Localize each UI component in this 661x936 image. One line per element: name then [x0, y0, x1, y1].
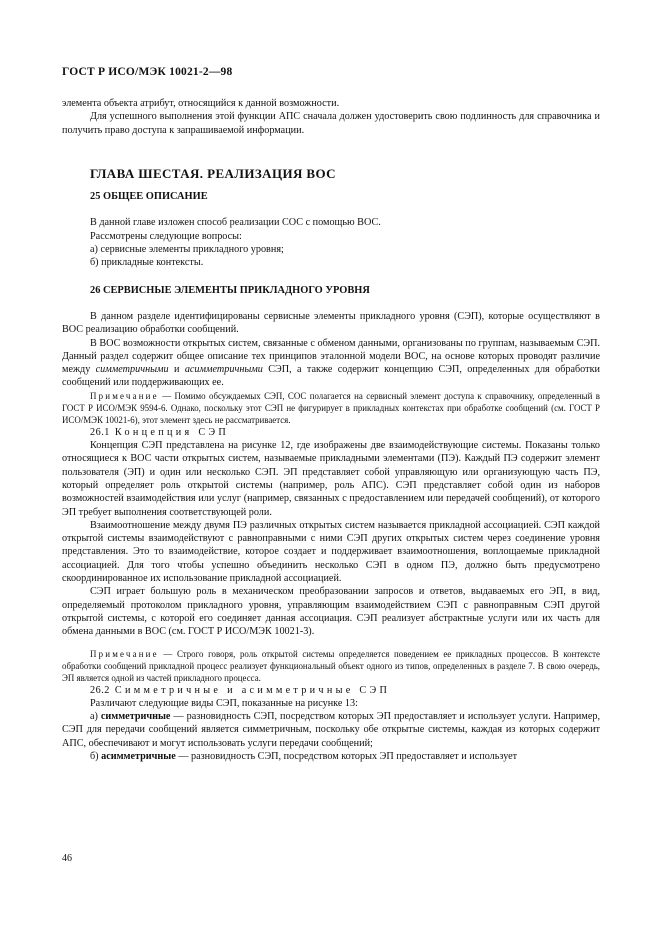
section-26-title: 26 СЕРВИСНЫЕ ЭЛЕМЕНТЫ ПРИКЛАДНОГО УРОВНЯ [90, 284, 370, 296]
section-26-p2-emphasis-symmetric: симметричными [95, 364, 169, 376]
section-26-p2-text-mid: и [168, 364, 185, 376]
subsection-26-2-item-b [62, 750, 600, 763]
page-number: 46 [62, 853, 72, 864]
note-1-text: — Помимо обсуждаемых СЭП, СОС полагается на сервисный элемент доступа к справочнику, определенный в ГОСТ Р ИСО/МЭК 9594-6. Однако, поскольку этот СЭП не фигурирует в прикладных контекстах при обработке сообщений (см. ГОСТ Р ИСО/МЭК 10021-6), этот элемент здесь не рассматривается. [62, 390, 600, 425]
section-26-p2-emphasis-asymmetric: асимметричными [184, 364, 263, 376]
subsection-26-2-heading [62, 684, 600, 697]
section-26-paragraph-1: В данном разделе идентифицированы сервисные элементы прикладного уровня (СЭП), которые осуществляют в ВОС реализацию обработки сообщений. [62, 310, 600, 336]
intro-paragraph-1: элемента объекта атрибут, относящийся к данной возможности. [62, 98, 340, 109]
subsection-26-1-heading [62, 426, 600, 439]
item-b-term: асимметричные [101, 750, 176, 762]
section-25-item-a: а) сервисные элементы прикладного уровня; [90, 244, 284, 256]
subsection-26-1-paragraph-2: Взаимоотношение между двумя ПЭ различных открытых систем называется прикладной ассоциацией. СЭП каждой открытой системы взаимодействуют с равноправными с ними СЭП других открытых систем через соединение уровня представления. Это то взаимодействие, которое создает и поддерживает взаимоотношения, воплощаемые прикладной ассоциацией. Для того чтобы успешно объединить несколько СЭП в одном ПЭ, должно быть предусмотрено скоординированное их использование прикладной ассоциацией. [62, 519, 600, 585]
subsection-26-2-number: 26.2 [90, 684, 110, 696]
section-26-p2-text-start: В ВОС возможности открытых систем, связанные с обменом данными, организованы по группам, называемым СЭП. Данный раздел содержит общее описание тех принципов эталонной модели ВОС, на основе которых проводят различие между [62, 337, 600, 376]
subsection-26-2-paragraph-1: Различают следующие виды СЭП, показанные на рисунке 13: [90, 697, 358, 709]
subsection-26-1-title: Концепция СЭП [114, 426, 230, 438]
chapter-title: ГЛАВА ШЕСТАЯ. РЕАЛИЗАЦИЯ ВОС [90, 165, 336, 181]
intro-paragraph-2: Для успешного выполнения этой функции АПС сначала должен удостоверить свою подлинность для справочника и получить право доступа к запрашиваемой информации. [62, 111, 600, 136]
note-2-text: — Строго говоря, роль открытой системы определяется поведением ее прикладных процессов. В контексте обработки сообщений прикладной процесс реализует функциональный объект одного из типов, определенных в разделе 7. В свою очередь, ЭП является одной из частей прикладного процесса. [62, 648, 600, 683]
item-a-term: симметричные [100, 711, 171, 723]
section-25-paragraph-1: В данной главе изложен способ реализации СОС с помощью ВОС. [90, 217, 381, 229]
item-a-text: — разновидность СЭП, посредством которых ЭП предоставляет и использует услуги. Например, СЭП для передачи сообщений является симметричным, поскольку обе открытые системы, каждая из которых содержит АПС, обеспечивают и могут использовать услуги передачи сообщений; [62, 711, 600, 749]
subsection-26-2-item-a [62, 710, 600, 750]
page-content [62, 97, 600, 763]
item-b-text: — разновидность СЭП, посредством которых ЭП предоставляет и использует [175, 750, 518, 762]
section-25-title: 25 ОБЩЕЕ ОПИСАНИЕ [90, 191, 208, 203]
section-25-paragraph-2: Рассмотрены следующие вопросы: [90, 230, 242, 242]
section-26-paragraph-2 [62, 337, 600, 390]
note-2 [62, 648, 600, 684]
item-a-prefix: а) [90, 711, 101, 723]
item-b-prefix: б) [90, 750, 102, 762]
note-1-label: Примечание [90, 390, 159, 401]
section-25-item-b: б) прикладные контексты. [90, 257, 204, 269]
subsection-26-1-paragraph-1: Концепция СЭП представлена на рисунке 12, где изображены две взаимодействующие системы. Показаны только относящиеся к ВОС части открытых систем, называемые прикладными элементами (ПЭ). Каждый ПЭ содержит элемент пользователя (ЭП) и один или несколько СЭП. ЭП представляет собой управляющую или организующую часть ПЭ, который определяет роль открытой системы (например, роль АПС). СЭП представляет собой один из наборов возможностей взаимодействия или услуг (например, связанных с предоставлением или передачей сообщений), от которого ЭП требует выполнения соответствующей роли. [62, 440, 600, 518]
note-2-label: Примечание [90, 648, 159, 659]
note-1 [62, 390, 600, 426]
subsection-26-2-title: Симметричные и асимметричные СЭП [114, 684, 391, 696]
page-header-doc-code: ГОСТ Р ИСО/МЭК 10021-2—98 [62, 66, 233, 78]
subsection-26-1-number: 26.1 [90, 426, 110, 438]
section-26-p2-text-end: СЭП, а также содержит концепцию СЭП, определенных для обработки сообщений или поддерживающих ее. [62, 364, 600, 389]
subsection-26-1-paragraph-3: СЭП играет большую роль в механическом преобразовании запросов и ответов, выдаваемых его ЭП, в вид, определяемый протоколом прикладного уровня, управляющим взаимодействием СЭП с равноправным СЭП другой открытой системы, с которой его соединяет данная ассоциация. СЭП реализует абстрактные услуги или их часть для обмена данными в ВОС (см. ГОСТ Р ИСО/МЭК 10021-3). [62, 586, 600, 638]
